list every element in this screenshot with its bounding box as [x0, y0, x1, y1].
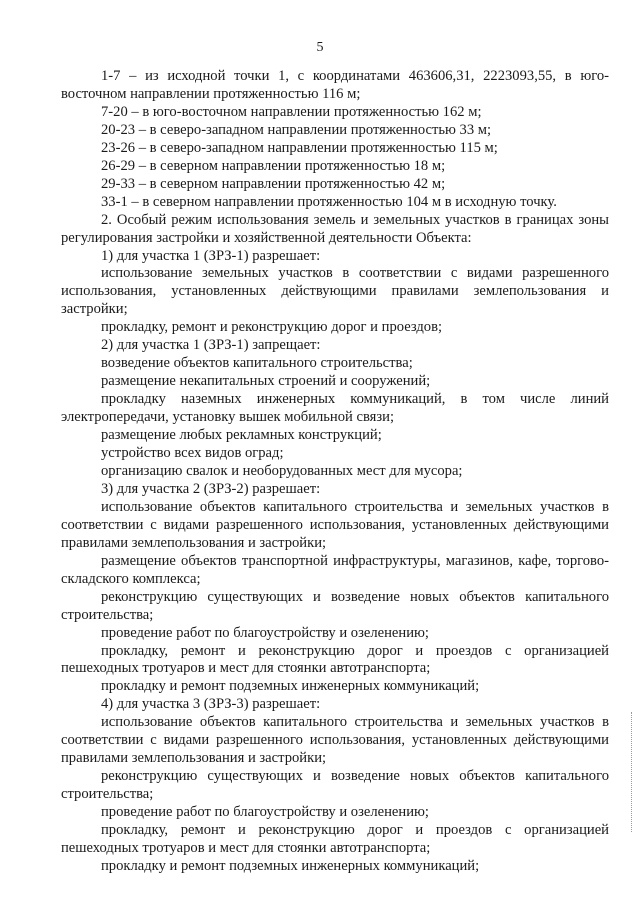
paragraph: реконструкцию существующих и возведение новых объектов капитального строительства; — [61, 768, 609, 803]
paragraph: использование объектов капитального строительства и земельных участков в соответствии с видами разрешенного использования, установленных действующими правилами землепользования и застройки; — [61, 498, 609, 551]
paragraph: 23-26 – в северо-западном направлении протяженностью 115 м; — [101, 139, 498, 156]
paragraph: проведение работ по благоустройству и озеленению; — [101, 624, 429, 641]
paragraph: проведение работ по благоустройству и озеленению; — [101, 804, 429, 821]
paragraph: использование земельных участков в соответствии с видами разрешенного использования, установленных действующими правилами землепользования и застройки; — [61, 265, 609, 318]
paragraph: 20-23 – в северо-западном направлении протяженностью 33 м; — [101, 121, 492, 138]
paragraph: размещение любых рекламных конструкций; — [101, 427, 382, 444]
paragraph: 3) для участка 2 (ЗРЗ-2) разрешает: — [101, 480, 321, 497]
paragraph: прокладку наземных инженерных коммуникаций, в том числе линий электропередачи, установку вышек мобильной связи; — [61, 391, 609, 426]
paragraph: прокладку, ремонт и реконструкцию дорог и проездов с организацией пешеходных тротуаров и мест для стоянки автотранспорта; — [61, 642, 609, 677]
paragraph: 1) для участка 1 (ЗРЗ-1) разрешает: — [101, 247, 321, 264]
paragraph: устройство всех видов оград; — [101, 445, 284, 462]
paragraph: 7-20 – в юго-восточном направлении протяженностью 162 м; — [101, 103, 482, 120]
paragraph: 26-29 – в северном направлении протяженностью 18 м; — [101, 157, 446, 174]
scan-margin-mark — [631, 712, 633, 832]
paragraph: размещение объектов транспортной инфраструктуры, магазинов, кафе, торгово-складского комплекса; — [61, 552, 609, 587]
paragraph: прокладку и ремонт подземных инженерных коммуникаций; — [101, 678, 480, 695]
paragraph: прокладку, ремонт и реконструкцию дорог и проездов; — [101, 319, 443, 336]
paragraph: 1-7 – из исходной точки 1, с координатами 463606,31, 2223093,55, в юго-восточном направлении протяженностью 116 м; — [61, 68, 609, 102]
paragraph: использование объектов капитального строительства и земельных участков в соответствии с видами разрешенного использования, установленных действующими правилами землепользования и застройки; — [61, 714, 609, 767]
paragraph: 2. Особый режим использования земель и земельных участков в границах зоны регулирования застройки и хозяйственной деятельности Объекта: — [61, 211, 609, 246]
paragraph: прокладку и ремонт подземных инженерных коммуникаций; — [101, 857, 480, 874]
page-number: 5 — [316, 40, 324, 55]
paragraph: реконструкцию существующих и возведение новых объектов капитального строительства; — [61, 588, 609, 623]
paragraph: возведение объектов капитального строительства; — [101, 355, 413, 372]
paragraph: организацию свалок и необорудованных мест для мусора; — [101, 462, 463, 479]
paragraph: 4) для участка 3 (ЗРЗ-3) разрешает: — [101, 696, 321, 713]
paragraph: 2) для участка 1 (ЗРЗ-1) запрещает: — [101, 337, 321, 354]
paragraph: 29-33 – в северном направлении протяженностью 42 м; — [101, 175, 446, 192]
document-body — [61, 68, 609, 876]
paragraph: прокладку, ремонт и реконструкцию дорог и проездов с организацией пешеходных тротуаров и мест для стоянки автотранспорта; — [61, 822, 609, 856]
paragraph: 33-1 – в северном направлении протяженностью 104 м в исходную точку. — [101, 193, 557, 210]
paragraph: размещение некапитальных строений и сооружений; — [101, 373, 431, 390]
